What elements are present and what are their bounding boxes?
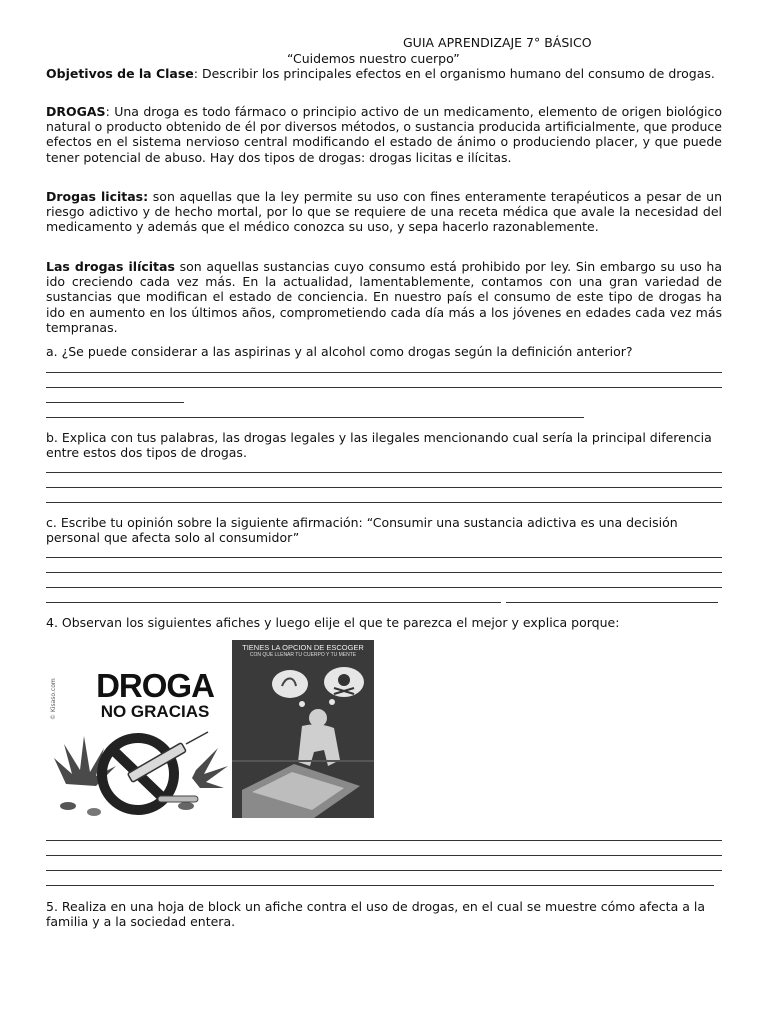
answer-line[interactable] <box>46 855 722 856</box>
poster-tienes-la-opcion[interactable] <box>232 640 374 818</box>
answer-line[interactable] <box>46 870 722 871</box>
document-title: GUIA APRENDIZAJE 7° BÁSICO <box>403 35 592 50</box>
answer-line[interactable] <box>46 885 714 886</box>
poster-droga-no-gracias[interactable] <box>46 666 228 818</box>
drogas-text: : Una droga es todo fármaco o principio activo de un medicamento, elemento de origen biológico natural o producto obtenido de él por diversos métodos, o sustancia producida artificialmente, que produce efectos en el sistema nervioso central modificando el estado de ánimo o produciendo placer, y que puede tener potencial de abuso. Hay dos tipos de drogas: drogas licitas e ilícitas. <box>46 104 722 165</box>
answer-line[interactable] <box>46 840 722 841</box>
answer-line[interactable] <box>46 402 184 403</box>
answer-line[interactable] <box>46 557 722 558</box>
poster2-subheadline: CON QUE LLENAR TU CUERPO Y TU MENTE <box>249 652 357 658</box>
thought-bubble-icon <box>272 667 364 707</box>
ilicitas-label: Las drogas ilícitas <box>46 259 175 274</box>
question-c: c. Escribe tu opinión sobre la siguiente afirmación: “Consumir una sustancia adictiva es una decisión personal que afecta solo al consumidor” <box>46 515 678 546</box>
drogas-label: DROGAS <box>46 104 106 119</box>
answer-line[interactable] <box>46 502 722 503</box>
answer-line[interactable] <box>46 417 584 418</box>
question-b: b. Explica con tus palabras, las drogas legales y las ilegales mencionando cual sería la principal diferencia entre estos dos tipos de drogas. <box>46 430 712 461</box>
objectives-text: : Describir los principales efectos en el organismo humano del consumo de drogas. <box>193 66 715 81</box>
answer-line[interactable] <box>46 587 722 588</box>
poster2-headline: TIENES LA OPCION DE ESCOGER <box>242 643 364 652</box>
answer-line[interactable] <box>506 602 718 603</box>
licitas-label: Drogas licitas: <box>46 189 149 204</box>
objectives-label: Objetivos de la Clase <box>46 66 194 81</box>
question-4: 4. Observan los siguientes afiches y luego elije el que te parezca el mejor y explica porque: <box>46 615 620 630</box>
licitas-text: son aquellas que la ley permite su uso con fines enteramente terapéuticos a pesar de un riesgo adictivo y de hecho mortal, por lo que se requiere de una receta médica que avale la necesidad del medicamento y además que el médico conozca su uso, y sepa hacerlo razonablemente. <box>46 189 723 235</box>
ilicitas-paragraph <box>46 259 722 335</box>
answer-line[interactable] <box>46 472 722 473</box>
question-5: 5. Realiza en una hoja de block un afiche contra el uso de drogas, en el cual se muestre cómo afecta a la familia y a la sociedad entera. <box>46 899 705 930</box>
poster1-credit: © Kisaso.com <box>50 678 57 720</box>
poster1-subheadline: NO GRACIAS <box>100 702 210 721</box>
document-subtitle: “Cuidemos nuestro cuerpo” <box>287 51 460 66</box>
answer-line[interactable] <box>46 602 501 603</box>
question-a: a. ¿Se puede considerar a las aspirinas y al alcohol como drogas según la definición anterior? <box>46 344 633 359</box>
answer-line[interactable] <box>46 387 722 388</box>
answer-line[interactable] <box>46 572 722 573</box>
answer-line[interactable] <box>46 372 722 373</box>
objectives-paragraph <box>46 66 722 81</box>
answer-line[interactable] <box>46 487 722 488</box>
drogas-paragraph <box>46 104 722 165</box>
ilicitas-text: son aquellas sustancias cuyo consumo está prohibido por ley. Sin embargo su uso ha ido creciendo cada vez más. En la actualidad, lamentablemente, contamos con una gran variedad de sustancias que modifican el estado de conciencia. En nuestro país el consumo de este tipo de drogas ha ido en aumento en los últimos años, comprometiendo cada día más a los jóvenes en edades cada vez más tempranas. <box>46 259 722 335</box>
poster1-headline: DROGA <box>96 667 214 704</box>
poster2-illustration <box>232 640 374 818</box>
licitas-paragraph <box>46 189 722 235</box>
figure-icon <box>298 709 340 766</box>
